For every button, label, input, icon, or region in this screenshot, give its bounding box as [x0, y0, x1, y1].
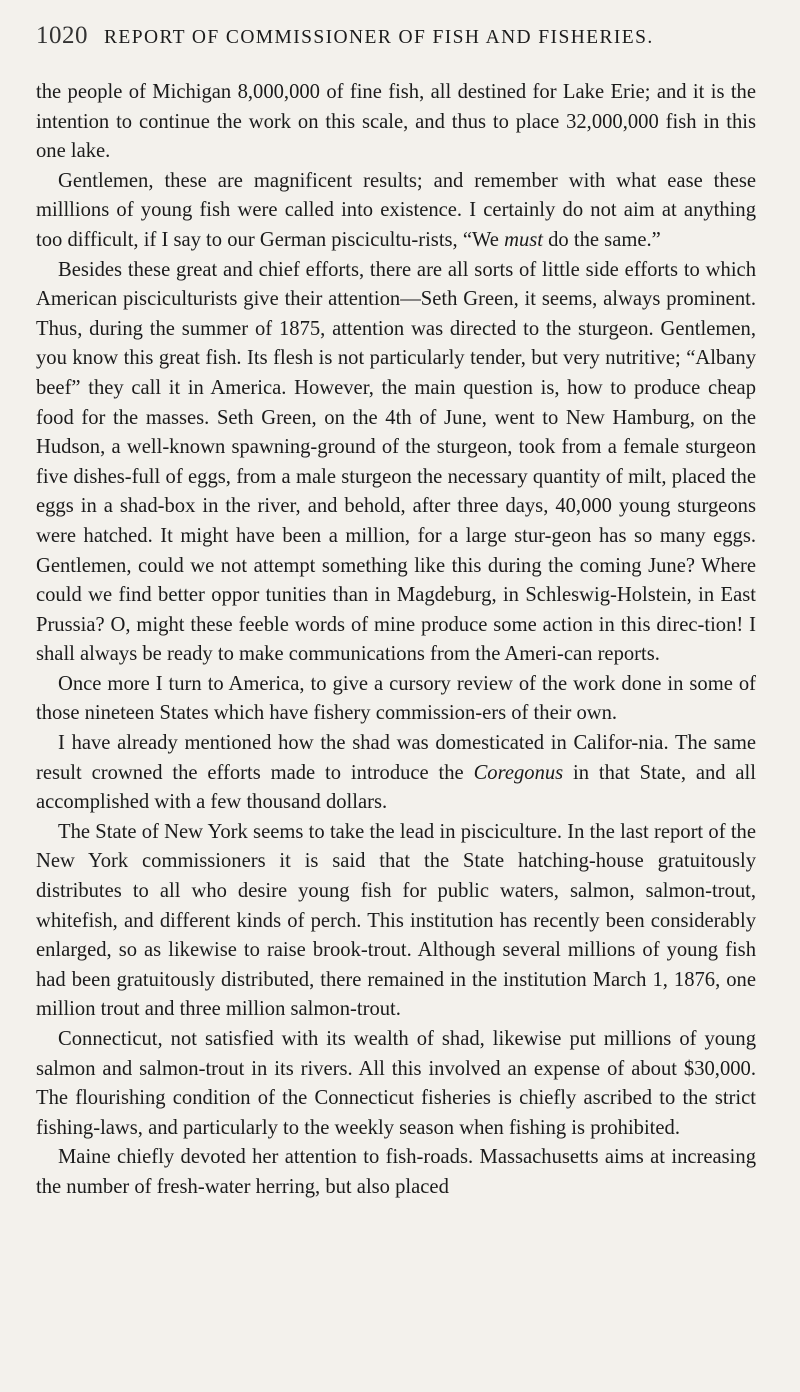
paragraph: Connecticut, not satisfied with its wealth of shad, likewise put millions of young salmon and salmon-trout in its rivers. All this involved an expense of about $30,000. The flourishing condition of the Connecticut fisheries is chiefly ascribed to the strict fishing-laws, and particularly to the weekly season when fishing is prohibited.: [36, 1028, 756, 1139]
running-title: REPORT OF COMMISSIONER OF FISH AND FISHERIES.: [104, 27, 654, 48]
italic-word: must: [504, 228, 543, 251]
italic-word: Coregonus: [473, 761, 564, 784]
paragraph: Gentlemen, these are magnificent results; and remember with what ease these milllions of young fish were called into existence. I certainly do not aim at anything too difficult, if I say to our German piscicultu-rists, “We must do the same.”: [36, 169, 756, 251]
paragraph: Once more I turn to America, to give a cursory review of the work done in some of those nineteen States which have fishery commission-ers of their own.: [36, 672, 756, 725]
paragraph: the people of Michigan 8,000,000 of fine fish, all destined for Lake Erie; and it is the intention to continue the work on this scale, and thus to place 32,000,000 fish in this one lake.: [36, 81, 756, 163]
paragraph: I have already mentioned how the shad was domesticated in Califor-nia. The same result crowned the efforts made to introduce the Coregonus in that State, and all accomplished with a few thousand dollars.: [36, 732, 756, 814]
paragraph: Maine chiefly devoted her attention to fish-roads. Massachusetts aims at increasing the number of fresh-water herring, but also placed: [36, 1146, 756, 1198]
page-header: [36, 22, 756, 68]
body-text: [36, 78, 756, 1203]
page-number: 1020: [36, 22, 88, 49]
paragraph: The State of New York seems to take the lead in pisciculture. In the last report of the New York commissioners it is said that the State hatching-house gratuitously distributes to all who desire young fish for public waters, salmon, salmon-trout, whitefish, and different kinds of perch. This institution has recently been considerably enlarged, so as likewise to raise brook-trout. Although several millions of young fish had been gratuitously distributed, there remained in the institution March 1, 1876, one million trout and three million salmon-trout.: [36, 820, 756, 1021]
paragraph: Besides these great and chief efforts, there are all sorts of little side efforts to which American pisciculturists give their attention—Seth Green, it seems, always prominent. Thus, during the summer of 1875, attention was directed to the sturgeon. Gentlemen, you know this great fish. Its flesh is not particularly tender, but very nutritive; “Albany beef” they call it in America. However, the main question is, how to produce cheap food for the masses. Seth Green, on the 4th of June, went to New Hamburg, on the Hudson, a well-known spawning-ground of the sturgeon, took from a female sturgeon five dishes-full of eggs, from a male sturgeon the necessary quantity of milt, placed the eggs in a shad-box in the river, and behold, after three days, 40,000 young sturgeons were hatched. It might have been a million, for a large stur-geon has so many eggs. Gentlemen, could we not attempt something like this during the coming June? Where could we find better oppor tunities than in Magdeburg, in Schleswig-Holstein, in East Prussia? O, might these feeble words of mine produce some action in this direc-tion! I shall always be ready to make communications from the Ameri-can reports.: [36, 258, 756, 666]
